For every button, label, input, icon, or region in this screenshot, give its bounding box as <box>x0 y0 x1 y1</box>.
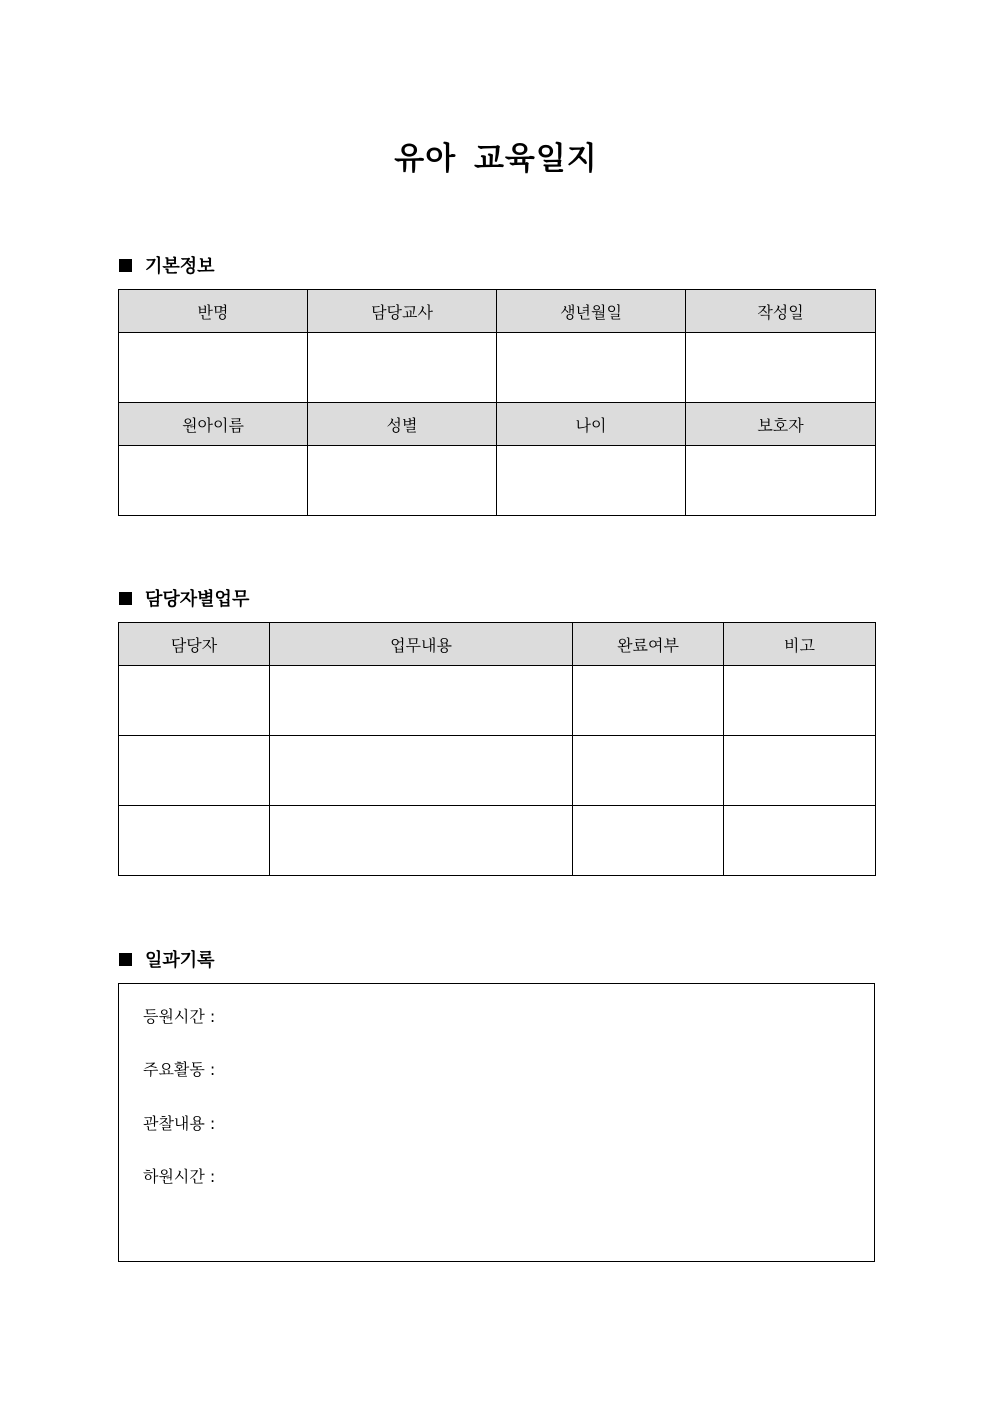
log-line-observation: 관찰내용 : <box>143 1114 216 1133</box>
header-cell-remarks: 비고 <box>724 623 876 666</box>
square-bullet-icon <box>119 953 132 966</box>
header-cell-age: 나이 <box>497 403 686 446</box>
value-cell-birthdate[interactable] <box>497 333 686 403</box>
table-cell[interactable] <box>119 806 270 876</box>
value-cell-age[interactable] <box>497 446 686 516</box>
header-cell-gender: 성별 <box>308 403 497 446</box>
square-bullet-icon <box>119 259 132 272</box>
header-cell-completed: 완료여부 <box>573 623 724 666</box>
table-cell[interactable] <box>724 736 876 806</box>
header-cell-guardian: 보호자 <box>686 403 876 446</box>
value-cell-guardian[interactable] <box>686 446 876 516</box>
duties-table <box>118 622 876 876</box>
header-cell-person: 담당자 <box>119 623 270 666</box>
header-cell-written-date: 작성일 <box>686 290 876 333</box>
table-cell[interactable] <box>270 806 573 876</box>
header-cell-teacher: 담당교사 <box>308 290 497 333</box>
table-cell[interactable] <box>724 666 876 736</box>
table-cell[interactable] <box>573 806 724 876</box>
section-title: 담당자별업무 <box>145 589 250 610</box>
table-cell[interactable] <box>724 806 876 876</box>
value-cell-child-name[interactable] <box>119 446 308 516</box>
square-bullet-icon <box>119 592 132 605</box>
log-line-departure-time: 하원시간 : <box>143 1167 216 1186</box>
basic-info-table <box>118 289 876 516</box>
log-line-arrival-time: 등원시간 : <box>143 1007 216 1026</box>
table-row <box>119 736 876 806</box>
value-row <box>119 446 876 516</box>
table-cell[interactable] <box>573 736 724 806</box>
header-row <box>119 623 876 666</box>
table-cell[interactable] <box>270 736 573 806</box>
value-row <box>119 333 876 403</box>
table-cell[interactable] <box>119 666 270 736</box>
section-heading-daily-log <box>119 947 215 971</box>
table-cell[interactable] <box>573 666 724 736</box>
value-cell-written-date[interactable] <box>686 333 876 403</box>
value-cell-class-name[interactable] <box>119 333 308 403</box>
section-heading-basic-info <box>119 253 215 277</box>
header-cell-task: 업무내용 <box>270 623 573 666</box>
header-cell-class-name: 반명 <box>119 290 308 333</box>
table-row <box>119 666 876 736</box>
value-cell-gender[interactable] <box>308 446 497 516</box>
section-heading-duties <box>119 586 249 610</box>
log-line-main-activity: 주요활동 : <box>143 1060 216 1079</box>
header-row <box>119 403 876 446</box>
header-cell-child-name: 원아이름 <box>119 403 308 446</box>
section-title: 기본정보 <box>145 256 215 277</box>
table-cell[interactable] <box>270 666 573 736</box>
section-title: 일과기록 <box>145 950 215 971</box>
value-cell-teacher[interactable] <box>308 333 497 403</box>
page-title: 유아 교육일지 <box>394 141 598 177</box>
daily-log-box[interactable] <box>118 983 875 1262</box>
table-cell[interactable] <box>119 736 270 806</box>
header-row <box>119 290 876 333</box>
table-row <box>119 806 876 876</box>
header-cell-birthdate: 생년월일 <box>497 290 686 333</box>
